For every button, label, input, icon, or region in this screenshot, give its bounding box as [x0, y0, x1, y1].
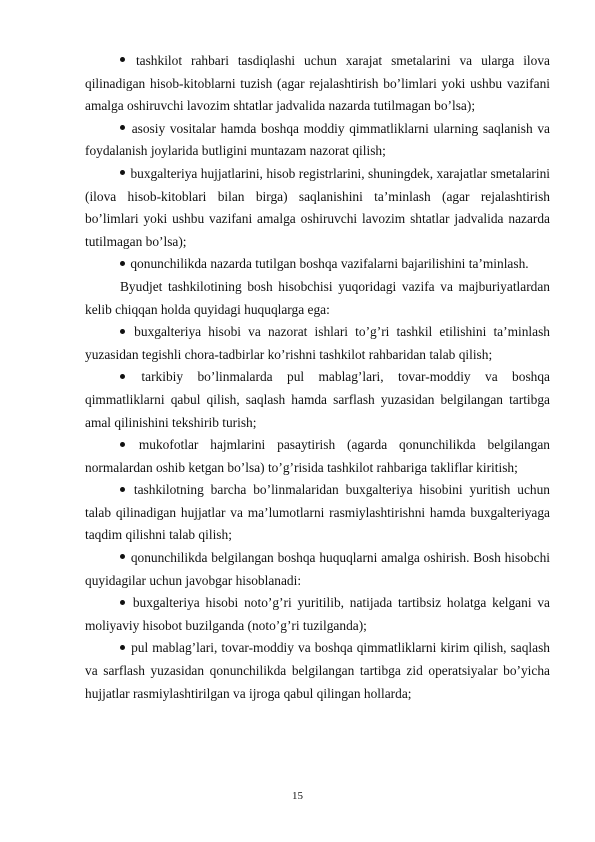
- paragraph-text: asosiy vositalar hamda boshqa moddiy qimmatliklarni ularning saqlanish va foydalanish joylarida butligini muntazam nazorat qilish;: [85, 120, 550, 159]
- bullet-icon: [120, 554, 125, 559]
- paragraph-text: tashkilot rahbari tasdiqlashi uchun xarajat smetalarini va ularga ilova qilinadigan hisob-kitoblarni tuzish (agar rejalashtirish bo’limlari yoki ushbu vazifani amalga oshiruvchi lavozim shtatlar jadvalida nazarda tutilmagan bo’lsa);: [85, 53, 550, 114]
- paragraph-text: qonunchilikda nazarda tutilgan boshqa vazifalarni bajarilishini ta’minlash.: [130, 256, 529, 272]
- bullet-icon: [120, 261, 125, 266]
- bullet-paragraph: [85, 118, 550, 163]
- paragraph-text: pul mablag’lari, tovar-moddiy va boshqa qimmatliklarni kirim qilish, saqlash va sarflash yuzasidan qonunchilikda belgilangan tartibga zid operatsiyalar bo’yicha hujjatlar rasmiylashtirilgan va ijroga qabul qilingan hollarda;: [85, 640, 550, 701]
- bullet-paragraph: [85, 592, 550, 637]
- bullet-paragraph: [85, 479, 550, 547]
- paragraph-text: buxgalteriya hisobi noto’g’ri yuritilib, natijada tartibsiz holatga kelgani va moliyaviy hisobot buzilganda (noto’g’ri tuzilganda);: [85, 595, 550, 633]
- page-number: 15: [292, 790, 303, 802]
- bullet-icon: [120, 645, 125, 650]
- bullet-paragraph: [85, 637, 550, 705]
- bullet-paragraph: [85, 50, 550, 118]
- paragraph: [85, 276, 550, 321]
- bullet-paragraph: [85, 366, 550, 434]
- bullet-icon: [120, 329, 125, 334]
- paragraph-text: mukofotlar hajmlarini pasaytirish (agarda qonunchilikda belgilangan normalardan oshib ketgan bo’lsa) to’g’risida tashkilot rahbariga takliflar kiritish;: [85, 437, 550, 475]
- bullet-icon: [120, 125, 125, 130]
- bullet-icon: [120, 170, 125, 175]
- bullet-paragraph: [85, 547, 550, 592]
- paragraph-text: Byudjet tashkilotining bosh hisobchisi yuqoridagi vazifa va majburiyatlardan kelib chiqqan holda quyidagi huquqlarga ega:: [85, 278, 550, 317]
- bullet-icon: [120, 487, 125, 492]
- paragraph-text: tashkilotning barcha bo’linmalaridan buxgalteriya hisobini yuritish uchun talab qilinadigan hujjatlar va ma’lumotlarni rasmiylashtirishni hamda buxgalteriyaga taqdim qilishni talab qilish;: [85, 482, 550, 543]
- bullet-icon: [120, 442, 125, 447]
- bullet-paragraph: [85, 253, 550, 276]
- bullet-icon: [120, 600, 125, 605]
- bullet-paragraph: [85, 163, 550, 253]
- bullet-icon: [120, 374, 125, 379]
- bullet-icon: [120, 57, 125, 62]
- paragraph-text: qonunchilikda belgilangan boshqa huquqlarni amalga oshirish. Bosh hisobchi quyidagilar uchun javobgar hisoblanadi:: [85, 550, 550, 588]
- paragraph-text: buxgalteriya hisobi va nazorat ishlari to’g’ri tashkil etilishini ta’minlash yuzasidan tegishli chora-tadbirlar ko’rishni tashkilot rahbaridan talab qilish;: [85, 324, 550, 362]
- paragraph-text: tarkibiy bo’linmalarda pul mablag’lari, tovar-moddiy va boshqa qimmatliklarni qabul qilish, saqlash hamda sarflash yuzasidan belgilangan tartibga amal qilinishini tekshirib turish;: [85, 369, 550, 430]
- paragraph-text: buxgalteriya hujjatlarini, hisob registrlarini, shuningdek, xarajatlar smetalarini (ilova hisob-kitoblari bilan birga) saqlanishini ta’minlash (agar rejalashtirish bo’limlari yoki ushbu vazifani amalga oshiruvchi lavozim shtatlar jadvalida nazarda tutilmagan bo’lsa);: [85, 165, 550, 249]
- document-body: [85, 50, 550, 705]
- bullet-paragraph: [85, 321, 550, 366]
- bullet-paragraph: [85, 434, 550, 479]
